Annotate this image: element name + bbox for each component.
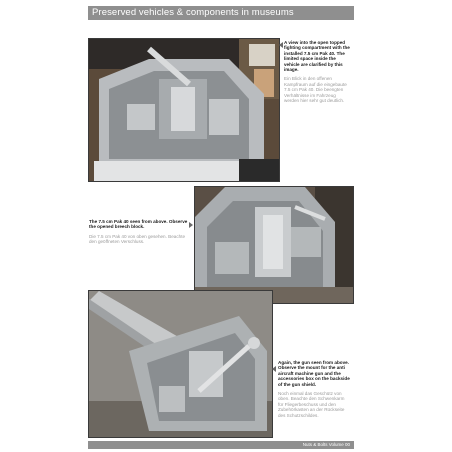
photo-fighting-compartment (88, 38, 280, 182)
caption-pointer-middle (189, 222, 193, 228)
caption-bottom-en: Again, the gun seen from above. Observe the mount for the anti aircraft machine gun and the accessories box on the backside of the gun shield. (278, 360, 350, 387)
caption-bottom (278, 360, 350, 418)
caption-bottom-de: Noch einmal das Geschütz von oben. Beachte den Schwenkarm für Fliegerbeschuss und den Zubehörkasten an der Rückseite des Schutzschildes. (278, 391, 345, 418)
page-title: Preserved vehicles & components in museums (92, 7, 294, 18)
caption-pointer-top (279, 42, 283, 48)
footer-text: Nuts & Bolts Volume 00 (302, 442, 350, 447)
caption-pointer-bottom (272, 366, 276, 372)
header-bar (88, 6, 354, 20)
caption-top-en: A view into the open topped fighting compartment with the installed 7.5 cm Pak 40. The limited space inside the vehicle are clarified by this image. (284, 40, 350, 73)
photo-gun-aa-mount (88, 290, 273, 438)
caption-middle-de: Die 7.5 cm Pak 40 von oben gesehen. Beachte den geöffneten Verschluss. (89, 233, 186, 245)
caption-top-de: Ein Blick in den offenen Kampfraum auf die eingebaute 7.5 cm Pak 40. Die beengten Verhältnisse im Fahrzeug werden hier sehr gut deutlich. (284, 76, 347, 104)
caption-middle (89, 219, 189, 245)
footer-bar (88, 441, 354, 449)
caption-top (284, 40, 350, 103)
photo-gun-from-above (194, 186, 354, 304)
caption-middle-en: The 7.5 cm Pak 40 seen from above. Observe the opened breech block. (89, 219, 188, 230)
